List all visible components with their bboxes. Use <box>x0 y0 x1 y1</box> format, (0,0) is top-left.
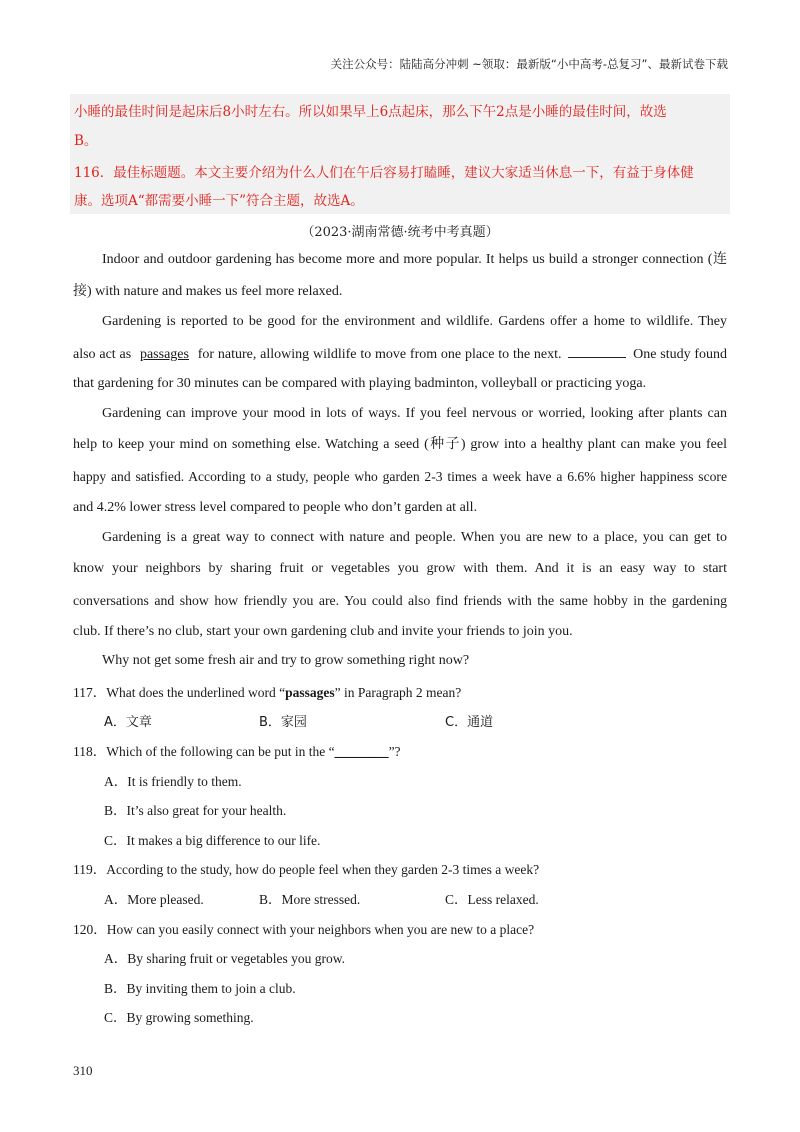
passage-p2-line-3: that gardening for 30 minutes can be compared with playing badminton, volleyball or practicing yoga. <box>73 376 647 391</box>
q119-option-b: B．More stressed. <box>259 892 361 907</box>
answer-line-3: 116．最佳标题题。本文主要介绍为什么人们在午后容易打瞌睡，建议大家适当休息一下，有益于身体健 <box>74 165 694 181</box>
passage-p3-line-3: happy and satisfied. According to a study, people who garden 2-3 times a week have a 6.6% higher happiness score <box>73 469 727 484</box>
underlined-word-passages: passages <box>139 347 189 362</box>
passage-p3-line-1: Gardening can improve your mood in lots of ways. If you feel nervous or worried, looking after plants can <box>102 406 727 421</box>
question-119: 119．According to the study, how do people feel when they garden 2-3 times a week? <box>73 862 540 877</box>
q120-option-a: A．By sharing fruit or vegetables you grow. <box>104 951 345 966</box>
passage-p2-line-1: Gardening is reported to be good for the environment and wildlife. Gardens offer a home to wildlife. They <box>102 314 727 329</box>
answer-line-1: 小睡的最佳时间是起床后8小时左右。所以如果早上6点起床，那么下午2点是小睡的最佳时间，故选 <box>74 104 667 120</box>
passage-p3-line-2: help to keep your mind on something else. Watching a seed (种子) grow into a healthy plant can make you feel <box>73 437 727 452</box>
q117-option-c: C．通道 <box>445 715 494 730</box>
q120-option-c: C．By growing something. <box>104 1010 254 1025</box>
q119-option-c: C．Less relaxed. <box>445 892 539 907</box>
question-117 <box>73 681 461 701</box>
source-citation: （2023·湖南常德·统考中考真题） <box>301 225 499 240</box>
page-header: 关注公众号：陆陆高分冲刺 ~领取：最新版“小中高考-总复习”、最新试卷下载 <box>330 57 728 71</box>
q117-option-a: A．文章 <box>104 715 152 730</box>
question-118 <box>73 740 401 760</box>
answer-line-4: 康。选项A“都需要小睡一下”符合主题，故选A。 <box>74 193 364 209</box>
answer-line-2: B。 <box>74 133 98 149</box>
passage-p4-line-3: conversations and show how friendly you are. You could also find friends with the same hobby in the gardening <box>73 593 727 608</box>
q120-option-b: B．By inviting them to join a club. <box>104 981 296 996</box>
passage-p2-pre: also act as <box>73 347 132 362</box>
question-117-post: ” in Paragraph 2 mean? <box>334 685 462 700</box>
question-118-blank: ________ <box>334 744 389 759</box>
question-120: 120．How can you easily connect with your neighbors when you are new to a place? <box>73 922 535 937</box>
passage-p3-line-4: and 4.2% lower stress level compared to people who don’t garden at all. <box>73 500 478 515</box>
passage-p2-line-2 <box>73 344 727 364</box>
question-117-bold-word: passages <box>285 685 335 700</box>
q118-option-c: C．It makes a big difference to our life. <box>104 833 321 848</box>
passage-p2-mid: for nature, allowing wildlife to move from one place to the next. <box>197 347 562 362</box>
passage-p4-line-4: club. If there’s no club, start your own gardening club and invite your friends to join you. <box>73 624 573 639</box>
passage-p1-line-1: Indoor and outdoor gardening has become more and more popular. It helps us build a stronger connection (连 <box>102 252 727 267</box>
passage-p4-line-1: Gardening is a great way to connect with nature and people. When you are new to a place, you can get to <box>102 530 727 545</box>
q117-option-b: B．家园 <box>259 715 307 730</box>
question-118-pre: 118．Which of the following can be put in the “ <box>73 744 335 759</box>
passage-p4-line-2: know your neighbors by sharing fruit or vegetables you grow with them. And it is an easy way to start <box>73 561 727 576</box>
passage-p5: Why not get some fresh air and try to grow something right now? <box>102 653 470 668</box>
question-118-post: ”? <box>388 744 401 759</box>
q118-option-b: B．It’s also great for your health. <box>104 803 287 818</box>
answer-blank <box>568 344 626 358</box>
q118-option-a: A．It is friendly to them. <box>104 774 242 789</box>
passage-p1-line-2: 接) with nature and makes us feel more relaxed. <box>73 284 343 299</box>
q119-option-a: A．More pleased. <box>104 892 204 907</box>
page-number: 310 <box>73 1063 93 1078</box>
question-117-pre: 117．What does the underlined word “ <box>73 685 286 700</box>
passage-p2-post: One study found <box>633 347 728 362</box>
